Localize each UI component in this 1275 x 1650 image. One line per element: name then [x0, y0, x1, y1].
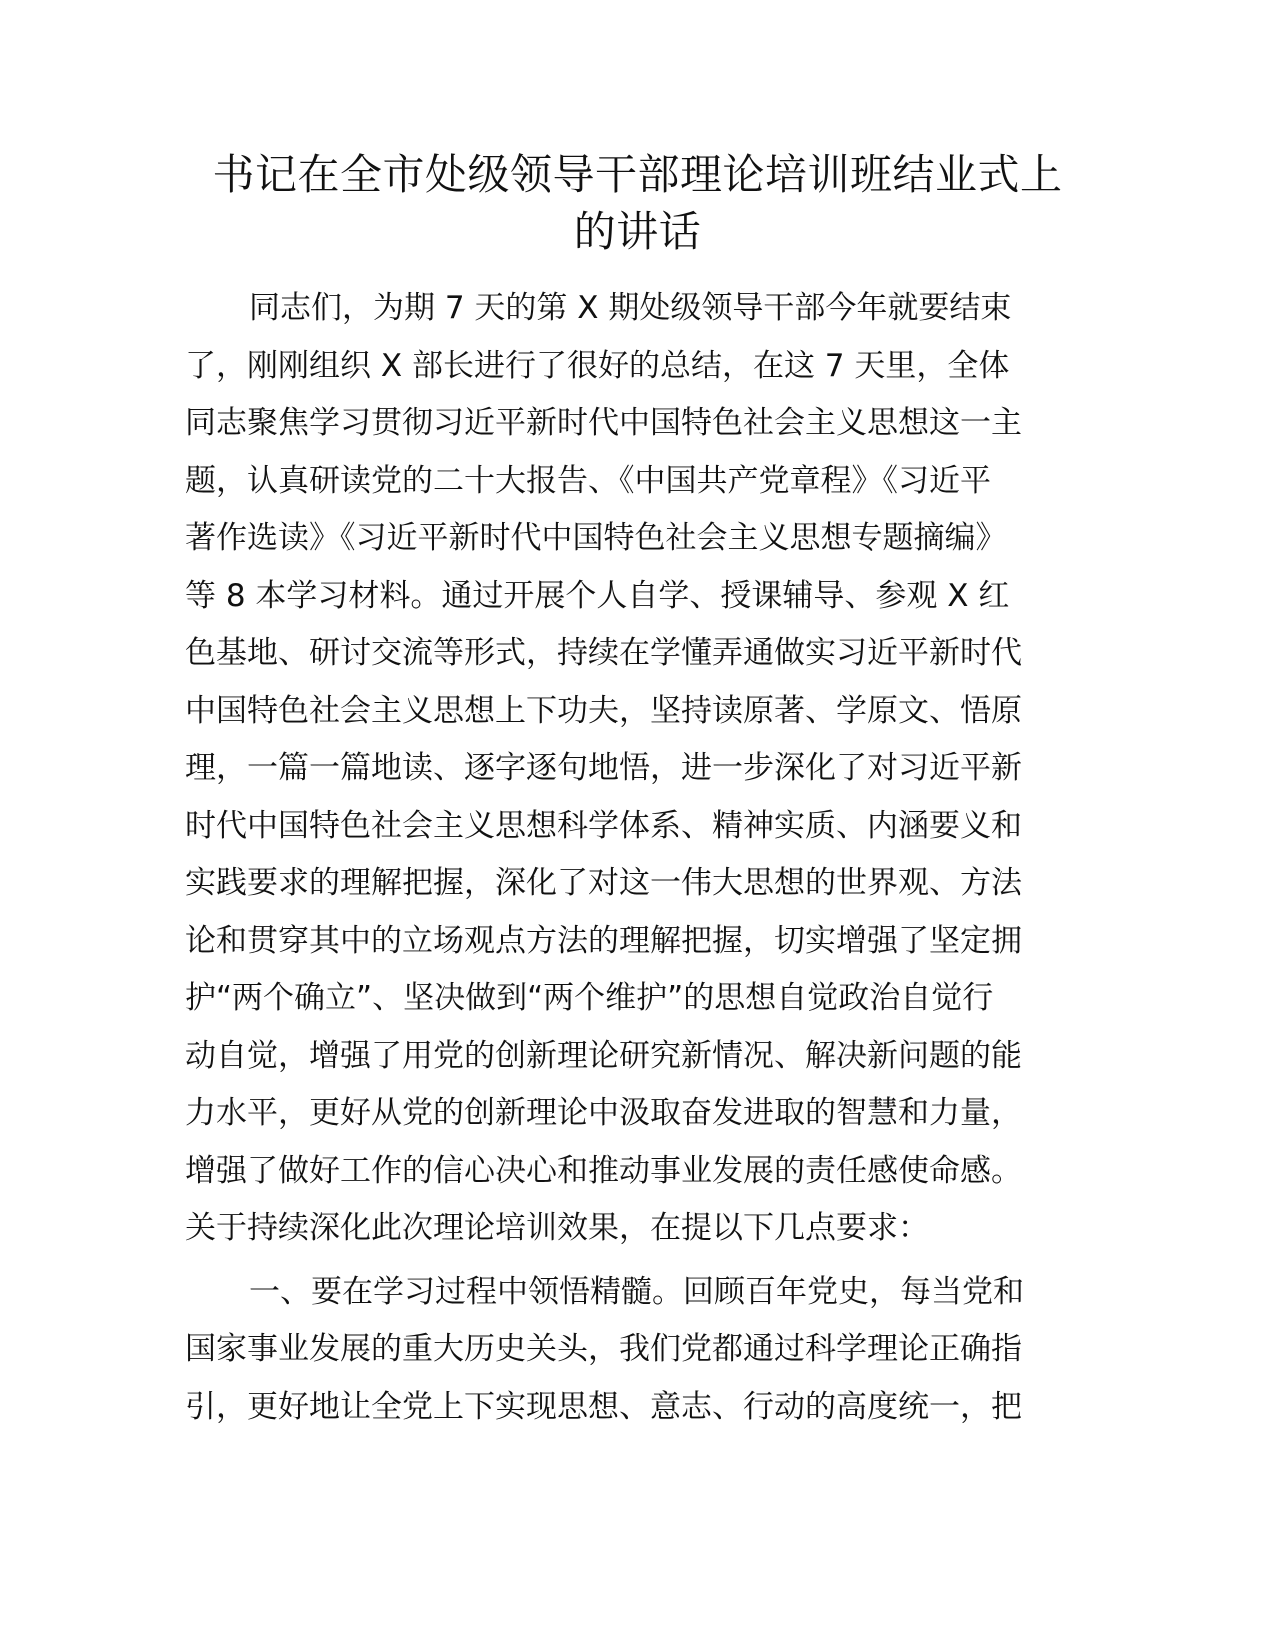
text-line: 增强了做好工作的信心决心和推动事业发展的责任感使命感。	[185, 1152, 1022, 1189]
text-line: 力水平，更好从党的创新理论中汲取奋发进取的智慧和力量，	[185, 1095, 1022, 1131]
text-line: 理，一篇一篇地读、逐字逐句地悟，进一步深化了对习近平新	[185, 750, 1022, 786]
text-line: 色基地、研讨交流等形式，持续在学懂弄通做实习近平新时代	[185, 635, 1022, 671]
text-line: 引，更好地让全党上下实现思想、意志、行动的高度统一，把	[185, 1388, 1022, 1425]
text-line: 题，认真研读党的二十大报告、《中国共产党章程》《习近平	[185, 462, 991, 499]
paragraph-point-one	[185, 1264, 1090, 1437]
text-line: 中国特色社会主义思想上下功夫，坚持读原著、学原文、悟原	[185, 692, 1022, 729]
text-line: 动自觉，增强了用党的创新理论研究新情况、解决新问题的能	[185, 1037, 1022, 1074]
text-line: 护“两个确立”、坚决做到“两个维护”的思想自觉政治自觉行	[185, 980, 994, 1016]
text-line: 著作选读》《习近平新时代中国特色社会主义思想专题摘编》	[185, 520, 1007, 556]
text-line: 一、要在学习过程中领悟精髓。回顾百年党史，每当党和	[249, 1273, 1024, 1310]
document-body	[185, 280, 1090, 1436]
title-line: 的讲话	[573, 207, 702, 256]
text-line: 国家事业发展的重大历史关头，我们党都通过科学理论正确指	[185, 1331, 1022, 1367]
document-title	[170, 146, 1105, 260]
text-line: 等 8 本学习材料。通过开展个人自学、授课辅导、参观 X 红	[185, 577, 1010, 614]
paragraph-intro	[185, 280, 1090, 1258]
text-line: 同志聚焦学习贯彻习近平新时代中国特色社会主义思想这一主	[185, 405, 1022, 441]
text-line: 论和贯穿其中的立场观点方法的理解把握，切实增强了坚定拥	[185, 922, 1022, 959]
text-line: 实践要求的理解把握，深化了对这一伟大思想的世界观、方法	[185, 865, 1022, 901]
text-line: 了，刚刚组织 X 部长进行了很好的总结，在这 7 天里，全体	[185, 347, 1010, 384]
text-line: 关于持续深化此次理论培训效果，在提以下几点要求：	[185, 1210, 929, 1246]
text-line: 时代中国特色社会主义思想科学体系、精神实质、内涵要义和	[185, 807, 1022, 844]
title-line: 书记在全市处级领导干部理论培训班结业式上	[212, 150, 1063, 199]
text-line: 同志们，为期 7 天的第 X 期处级领导干部今年就要结束	[249, 290, 1012, 326]
